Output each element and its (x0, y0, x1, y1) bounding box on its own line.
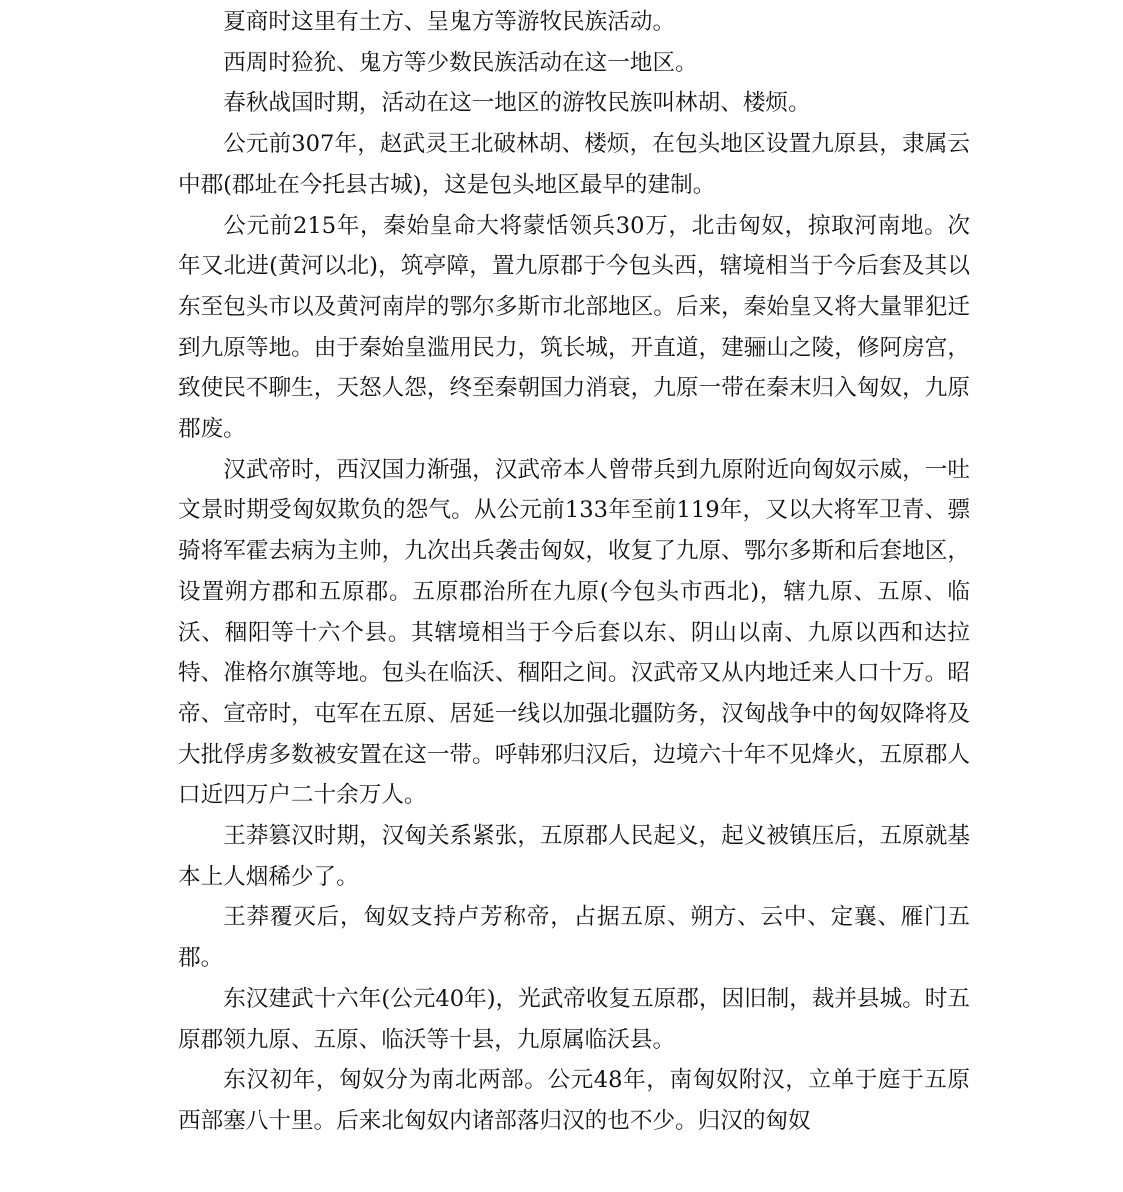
paragraph-wang-mang-usurp: 王莽篡汉时期，汉匈关系紧张，五原郡人民起义，起义被镇压后，五原就基本上人烟稀少了。 (178, 823, 970, 890)
paragraph-spring-autumn: 春秋战国时期，活动在这一地区的游牧民族叫林胡、楼烦。 (223, 90, 811, 117)
paragraph-western-zhou: 西周时猃狁、鬼方等少数民族活动在这一地区。 (223, 49, 698, 76)
paragraph-eastern-han-40ad: 东汉建武十六年(公元40年)，光武帝收复五原郡，因旧制，裁并县城。时五原郡领九原、五原、临沃等十县，九原属临沃县。 (178, 985, 970, 1053)
paragraph-307bc: 公元前307年，赵武灵王北破林胡、楼烦，在包头地区设置九原县，隶属云中郡(郡址在今托县古城)，这是包头地区最早的建制。 (178, 131, 970, 198)
document-body (178, 0, 970, 1142)
paragraph-han-wudi: 汉武帝时，西汉国力渐强，汉武帝本人曾带兵到九原附近向匈奴示威，一吐文景时期受匈奴欺负的怨气。从公元前133年至前119年，又以大将军卫青、骠骑将军霍去病为主帅，九次出兵袭击匈奴，收复了九原、鄂尔多斯和后套地区，设置朔方郡和五原郡。五原郡治所在九原(今包头市西北)，辖九原、五原、临沃、稒阳等十六个县。其辖境相当于今后套以东、阴山以南、九原以西和达拉特、准格尔旗等地。包头在临沃、稒阳之间。汉武帝又从内地迁来人口十万。昭帝、宣帝时，屯军在五原、居延一线以加强北疆防务，汉匈战争中的匈奴降将及大批俘虏多数被安置在这一带。呼韩邪归汉后，边境六十年不见烽火，五原郡人口近四万户二十余万人。 (178, 456, 970, 809)
paragraph-wang-mang-fall: 王莽覆灭后，匈奴支持卢芳称帝，占据五原、朔方、云中、定襄、雁门五郡。 (178, 904, 970, 972)
paragraph-215bc: 公元前215年，秦始皇命大将蒙恬领兵30万，北击匈奴，掠取河南地。次年又北进(黄河以北)，筑亭障，置九原郡于今包头西，辖境相当于今后套及其以东至包头市以及黄河南岸的鄂尔多斯市北部地区。后来，秦始皇又将大量罪犯迁到九原等地。由于秦始皇滥用民力，筑长城，开直道，建骊山之陵，修阿房宫，致使民不聊生，天怒人怨，终至秦朝国力消衰，九原一带在秦末归入匈奴，九原郡废。 (178, 212, 970, 443)
paragraph-eastern-han-early: 东汉初年，匈奴分为南北两部。公元48年，南匈奴附汉，立单于庭于五原西部塞八十里。后来北匈奴内诸部落归汉的也不少。归汉的匈奴 (178, 1067, 970, 1134)
paragraph-xia-shang: 夏商时这里有土方、呈鬼方等游牧民族活动。 (223, 9, 676, 35)
